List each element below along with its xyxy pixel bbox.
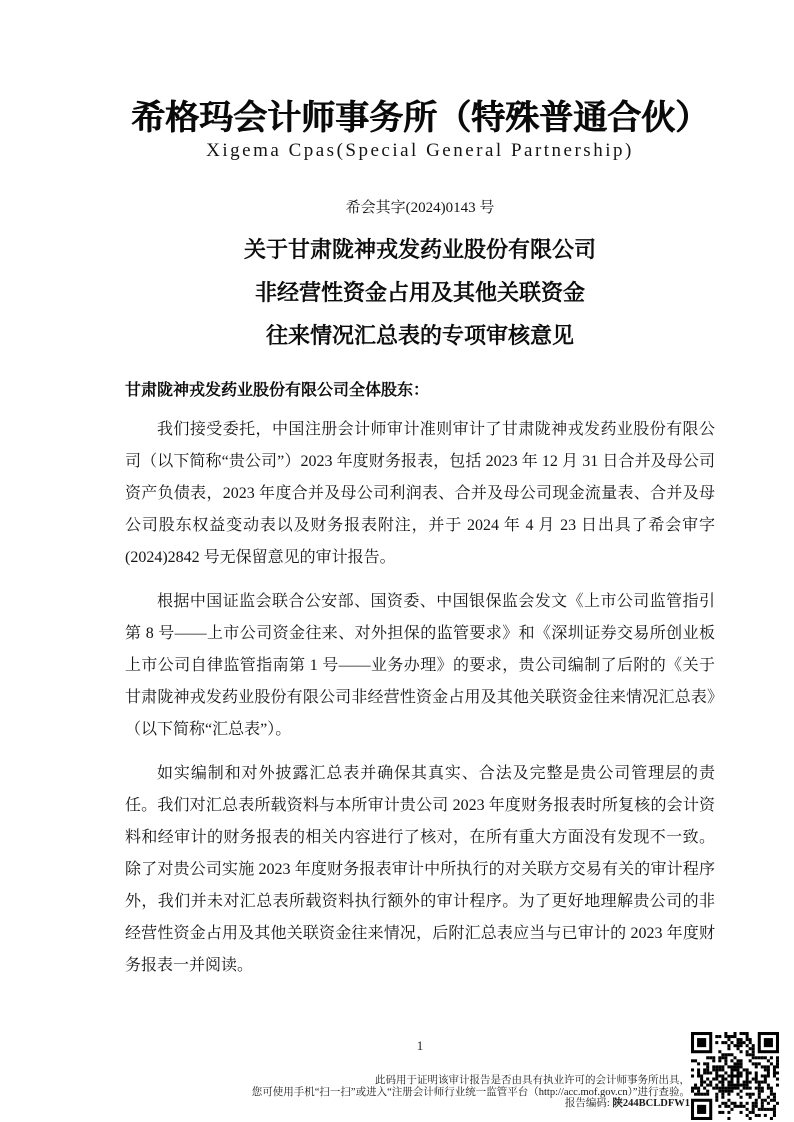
firm-name-english: Xigema Cpas(Special General Partnership) [206, 140, 634, 161]
verification-note-line-1: 此码用于证明该审计报告是否由具有执业许可的会计师事务所出具， [375, 1075, 690, 1086]
report-title-line-3: 往来情况汇总表的专项审核意见 [265, 323, 574, 348]
report-title-line-1: 关于甘肃陇神戎发药业股份有限公司 [243, 237, 596, 262]
verification-notes [210, 1075, 690, 1110]
document-reference-number: 希会其字(2024)0143 号 [345, 200, 495, 216]
report-title-line-2: 非经营性资金占用及其他关联资金 [254, 280, 585, 305]
firm-name-chinese: 希格玛会计师事务所（特殊普通合伙） [131, 100, 709, 137]
verification-note-line-2: 您可使用手机“扫一扫”或进入“注册会计师行业统一监管平台（http://acc.mof.gov.cn）”进行查验。 [251, 1086, 690, 1098]
document-content [125, 0, 715, 1122]
qr-code-icon [690, 1032, 780, 1120]
paragraph-regulatory-basis: 根据中国证监会联合公安部、国资委、中国银保监会发文《上市公司监管指引第 8 号——上市公司资金往来、对外担保的监管要求》和《深圳证券交易所创业板上市公司自律监管指南第 1 号——业务办理》的要求，贵公司编制了后附的《关于甘肃陇神戎发药业股份有限公司非经营性资金占用及其他关联资金往来情况汇总表》（以下简称“汇总表”）。 [125, 593, 715, 738]
paragraph-audit-scope: 我们接受委托，中国注册会计师审计准则审计了甘肃陇神戎发药业股份有限公司（以下简称“贵公司”）2023 年度财务报表，包括 2023 年 12 月 31 日合并及母公司资产负债表，2023 年度合并及母公司利润表、合并及母公司现金流量表、合并及母公司股东权益变动表以及财务报表附注，并于 2024 年 4 月 23 日出具了希会审字(2024)2842 号无保留意见的审计报告。 [125, 421, 715, 566]
report-code-value: 陕244BCLDFW1 [612, 1098, 690, 1109]
report-title [125, 228, 715, 357]
report-code-line [210, 1098, 690, 1110]
paragraph-responsibility-statement: 如实编制和对外披露汇总表并确保其真实、合法及完整是贵公司管理层的责任。我们对汇总表所载资料与本所审计贵公司 2023 年度财务报表时所复核的会计资料和经审计的财务报表的相关内容进行了核对，在所有重大方面没有发现不一致。除了对贵公司实施 2023 年度财务报表审计中所执行的对关联方交易有关的审计程序外，我们并未对汇总表所载资料执行额外的审计程序。为了更好地理解贵公司的非经营性资金占用及其他关联资金往来情况，后附汇总表应当与已审计的 2023 年度财务报表一并阅读。 [125, 765, 715, 974]
report-code-label: 报告编码: [564, 1098, 610, 1109]
report-body [125, 414, 715, 994]
page-number: 1 [416, 1038, 424, 1053]
salutation: 甘肃陇神戎发药业股份有限公司全体股东： [125, 382, 430, 399]
